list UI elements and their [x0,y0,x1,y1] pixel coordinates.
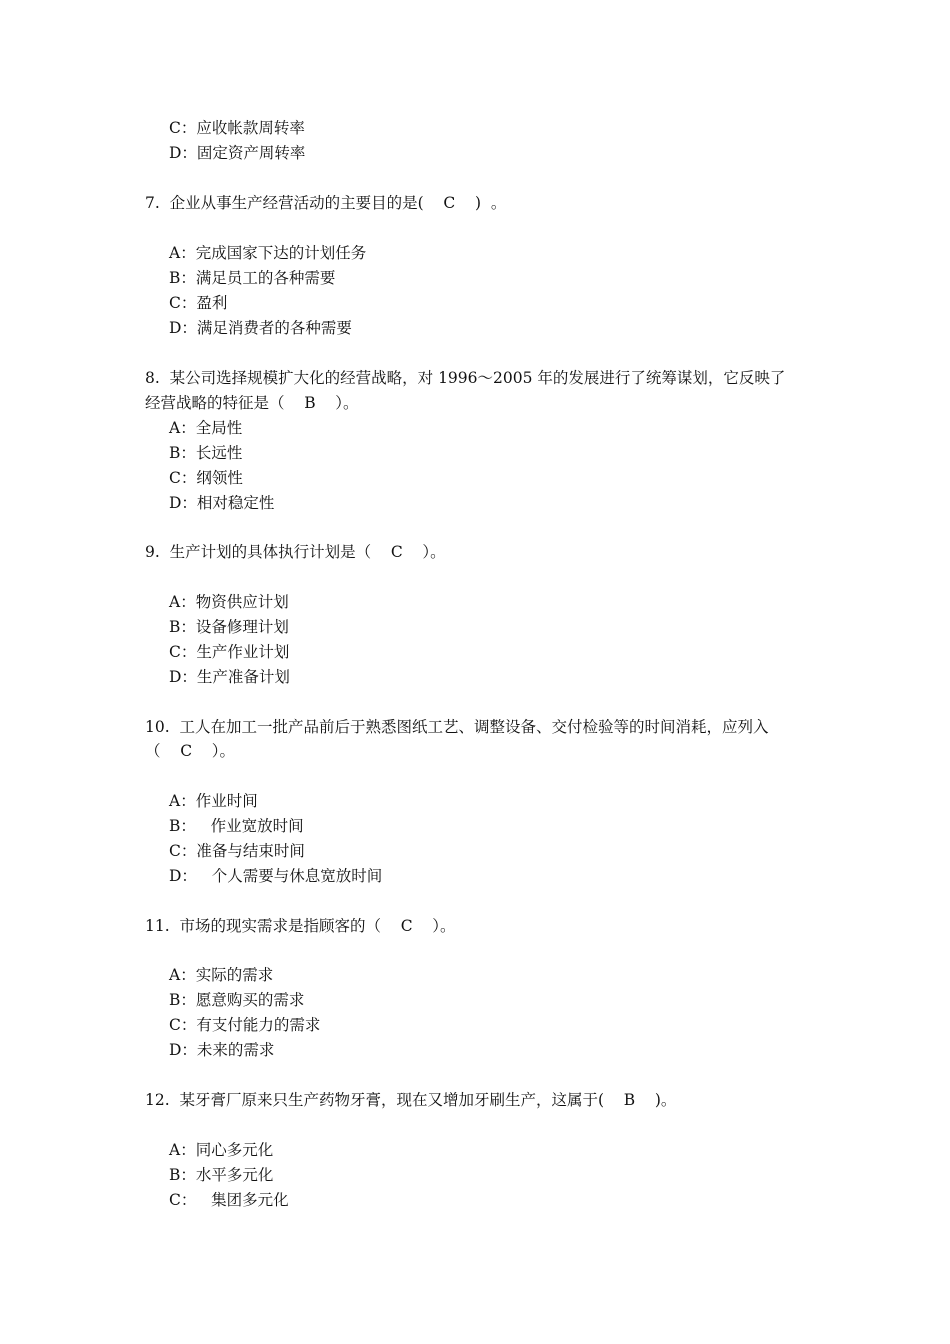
option-line: C：准备与结束时间 [169,842,305,860]
option-line: B： 作业宽放时间 [169,817,304,835]
option-line: C：生产作业计划 [169,643,290,661]
option-line: C：盈利 [169,294,228,312]
option-line: A：全局性 [169,419,243,437]
option-line: B：长远性 [169,444,243,462]
option-line: D：满足消费者的各种需要 [169,319,352,337]
option-line: B：满足员工的各种需要 [169,269,336,287]
option-line: A：物资供应计划 [169,593,289,611]
option-line: A：作业时间 [169,792,258,810]
question-line: 7. 企业从事生产经营活动的主要目的是( C ) 。 [145,194,507,212]
option-line: C：有支付能力的需求 [169,1016,321,1034]
question-line: 12. 某牙膏厂原来只生产药物牙膏，现在又增加牙刷生产，这属于( B )。 [145,1091,677,1109]
question-line: 10. 工人在加工一批产品前后于熟悉图纸工艺、调整设备、交付检验等的时间消耗，应列入 [145,718,769,736]
option-line: C：纲领性 [169,469,243,487]
option-line: D：固定资产周转率 [169,144,306,162]
option-line: C： 集团多元化 [169,1191,289,1209]
option-line: B：设备修理计划 [169,618,289,636]
option-line: B：愿意购买的需求 [169,991,305,1009]
question-line: （ C ）。 [145,742,236,760]
option-line: D：生产准备计划 [169,668,290,686]
option-line: B：水平多元化 [169,1166,274,1184]
option-line: C：应收帐款周转率 [169,119,305,137]
question-line: 11. 市场的现实需求是指顾客的（ C ）。 [145,917,456,935]
option-line: A：实际的需求 [169,966,274,984]
question-line: 8. 某公司选择规模扩大化的经营战略，对 1996～2005 年的发展进行了统筹谋划，它反映了 [145,369,786,387]
question-line: 9. 生产计划的具体执行计划是（ C ）。 [145,543,446,561]
option-line: D：未来的需求 [169,1041,275,1059]
option-line: A：同心多元化 [169,1141,274,1159]
option-line: D： 个人需要与休息宽放时间 [169,867,383,885]
question-line: 经营战略的特征是（ B ）。 [145,394,359,412]
option-line: A：完成国家下达的计划任务 [169,244,367,262]
option-line: D：相对稳定性 [169,494,275,512]
